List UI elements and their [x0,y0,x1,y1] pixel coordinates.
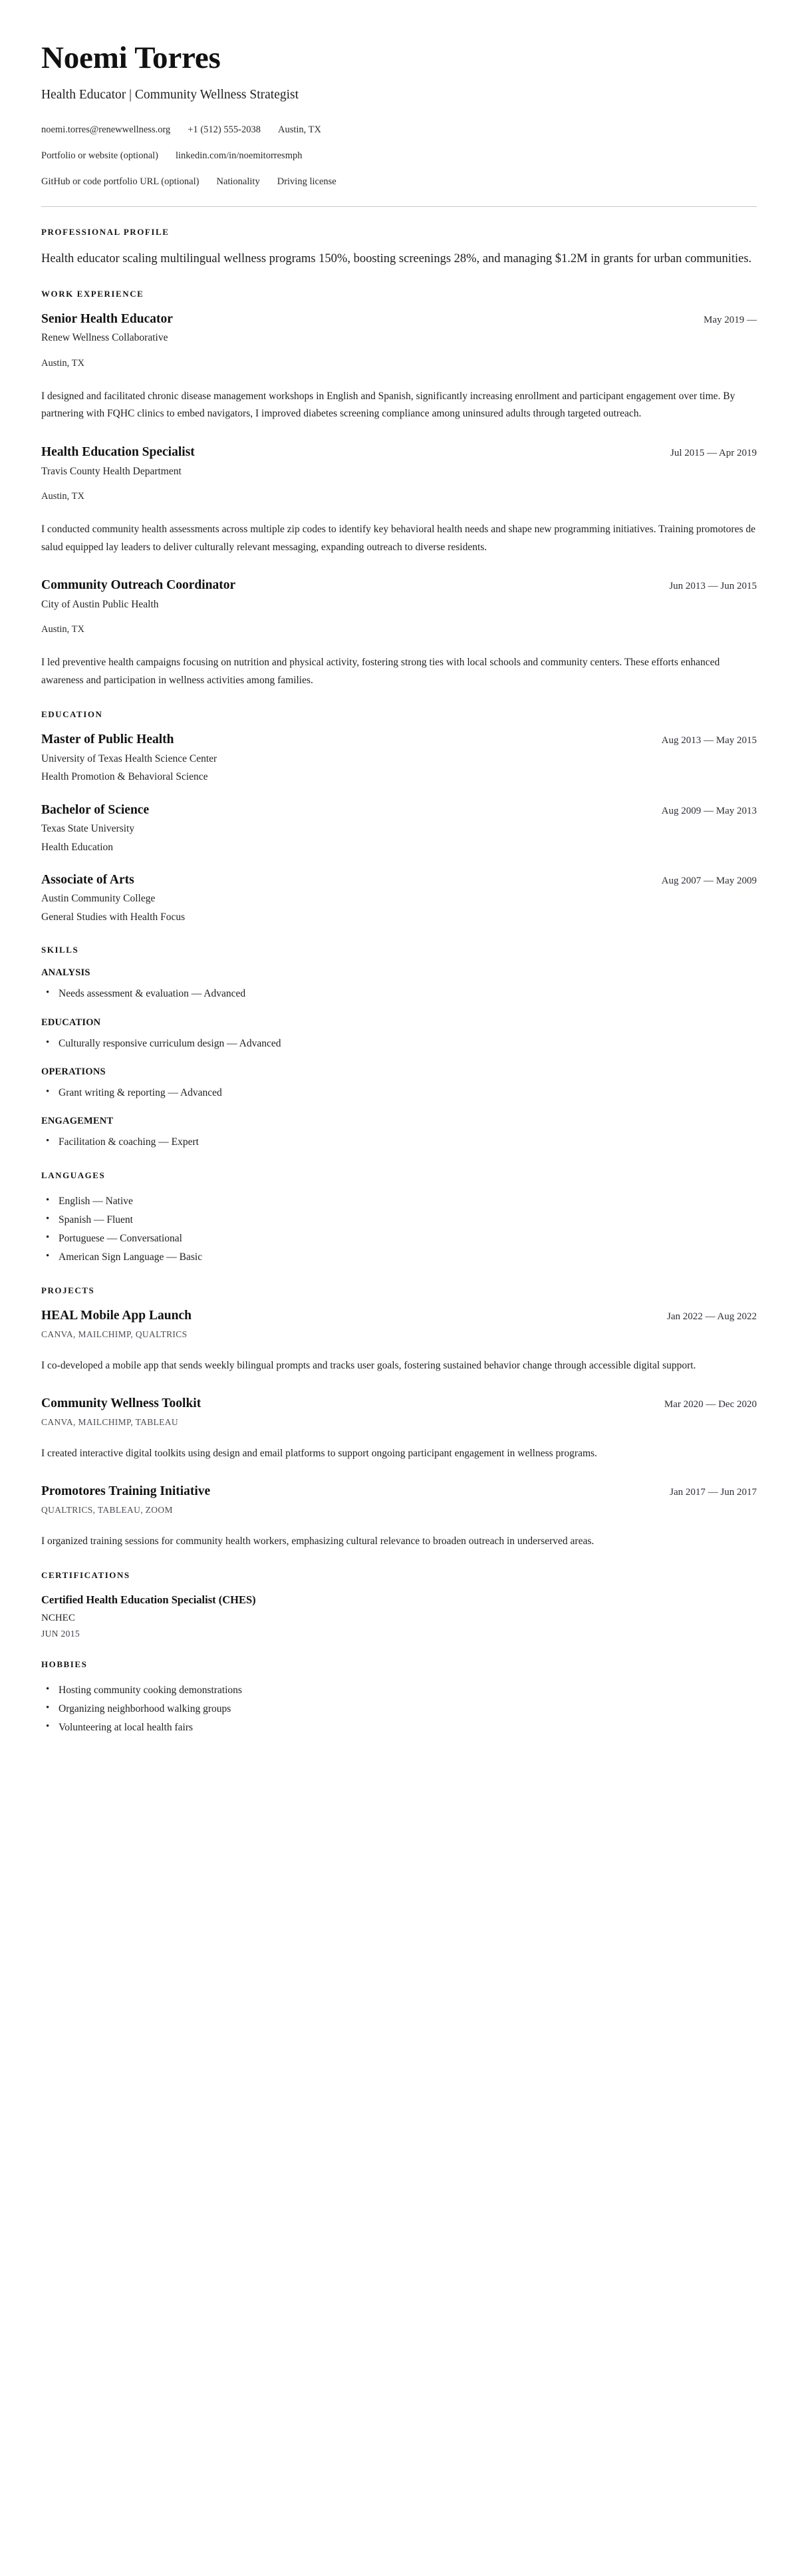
skill-list [41,985,757,1002]
skill-list [41,1134,757,1150]
contact-location: Austin, TX [277,124,321,136]
contact-email[interactable]: noemi.torres@renewwellness.org [41,124,171,136]
contact-linkedin[interactable]: linkedin.com/in/noemitorresmph [175,150,303,161]
work-location: Austin, TX [41,490,84,502]
project-entry-head [41,1308,757,1324]
work-company: Travis County Health Department [41,465,182,477]
section-languages [41,1170,757,1265]
project-entry [41,1484,757,1550]
work-location: Austin, TX [41,357,84,369]
work-description: I led preventive health campaigns focusing on nutrition and physical activity, fostering strong ties with local schools and community centers. These efforts enhanced awareness and participation in wellness activities among families. [41,657,720,686]
section-work-experience [41,289,757,690]
education-entry [41,732,757,784]
section-title-skills: SKILLS [41,945,79,955]
language-item: • American Sign Language — Basic [41,1249,757,1265]
work-entry [41,577,757,689]
contact-portfolio-placeholder[interactable]: Portfolio or website (optional) [41,150,158,161]
project-tech-stack: CANVA, MAILCHIMP, TABLEAU [41,1416,178,1427]
work-entry-head [41,311,757,327]
section-title-projects: PROJECTS [41,1285,95,1296]
skill-item: • Needs assessment & evaluation — Advanced [41,985,757,1002]
education-field: General Studies with Health Focus [41,911,186,923]
hobby-item: • Hosting community cooking demonstrations [41,1682,757,1698]
education-field: Health Education [41,841,114,853]
education-entry-head [41,802,757,818]
skill-group [41,1017,757,1052]
education-degree: Associate of Arts [41,873,134,887]
resume-header [41,41,757,189]
skill-group [41,1066,757,1101]
certification-entry [41,1593,757,1639]
work-entry-head [41,577,757,593]
skill-group-title: ENGAGEMENT [41,1115,114,1126]
section-title-education: EDUCATION [41,709,103,720]
project-entry [41,1396,757,1462]
work-location: Austin, TX [41,624,84,635]
section-professional-profile [41,227,757,269]
section-title-work: WORK EXPERIENCE [41,288,144,299]
work-company: Renew Wellness Collaborative [41,332,168,344]
contact-phone[interactable]: +1 (512) 555-2038 [188,124,261,136]
work-entry [41,444,757,556]
contact-line-optional [41,175,757,190]
work-date-range: Jun 2013 — Jun 2015 [669,581,757,592]
work-description: I conducted community health assessments across multiple zip codes to identify key behavioral health needs and shape new programming initiatives. Training promotores de salud equipped lay leaders to deliver culturally relevant messaging, expanding outreach to diverse residents. [41,523,755,553]
header-divider [41,206,757,207]
skill-group [41,967,757,1002]
project-entry-head [41,1484,757,1500]
education-entry [41,802,757,855]
project-title: Promotores Training Initiative [41,1484,211,1499]
contact-line-links [41,149,757,164]
section-title-profile: PROFESSIONAL PROFILE [41,227,170,238]
skill-item: • Culturally responsive curriculum design — Advanced [41,1035,757,1052]
language-list [41,1193,757,1265]
work-entry [41,311,757,423]
contact-github-placeholder[interactable]: GitHub or code portfolio URL (optional) [41,176,200,187]
skill-group-title: ANALYSIS [41,967,90,979]
section-education [41,709,757,925]
section-certifications [41,1570,757,1639]
work-company: City of Austin Public Health [41,598,159,610]
skill-item: • Facilitation & coaching — Expert [41,1134,757,1150]
education-institution: University of Texas Health Science Center [41,752,217,764]
project-description: I organized training sessions for community health workers, emphasizing cultural relevance to broaden outreach in underserved areas. [41,1535,595,1547]
certification-date: JUN 2015 [41,1628,80,1639]
education-degree: Bachelor of Science [41,802,150,817]
work-date-range: May 2019 — [704,314,757,325]
education-degree: Master of Public Health [41,732,174,747]
work-job-title: Community Outreach Coordinator [41,578,236,593]
work-description: I designed and facilitated chronic disease management workshops in English and Spanish, significantly increasing enrollment and participant engagement over time. By partnering with FQHC clinics to embed navigators, I improved diabetes screening compliance among uninsured adults through targeted outreach. [41,390,735,420]
education-date-range: Aug 2013 — May 2015 [661,735,757,746]
section-title-hobbies: HOBBIES [41,1659,88,1669]
contact-line-primary [41,123,757,138]
candidate-headline: Health Educator | Community Wellness Strategist [41,87,299,102]
language-item: • Spanish — Fluent [41,1211,757,1228]
project-date-range: Jan 2017 — Jun 2017 [670,1487,757,1498]
project-description: I created interactive digital toolkits using design and email platforms to support ongoing participant engagement in wellness programs. [41,1447,597,1459]
project-title: Community Wellness Toolkit [41,1396,201,1411]
project-entry [41,1308,757,1374]
section-projects [41,1285,757,1550]
section-title-languages: LANGUAGES [41,1170,106,1180]
education-field: Health Promotion & Behavioral Science [41,771,208,783]
skill-group-title: EDUCATION [41,1017,101,1028]
hobby-list [41,1682,757,1736]
hobby-item: • Organizing neighborhood walking groups [41,1700,757,1717]
work-job-title: Senior Health Educator [41,311,173,326]
section-title-certifications: CERTIFICATIONS [41,1570,130,1581]
project-description: I co-developed a mobile app that sends weekly bilingual prompts and tracks user goals, fostering sustained behavior change through accessible digital support. [41,1359,696,1371]
education-entry [41,872,757,925]
skill-list [41,1035,757,1052]
education-entry-head [41,872,757,888]
certification-issuer: NCHEC [41,1612,75,1623]
project-date-range: Jan 2022 — Aug 2022 [667,1311,757,1323]
language-item: • English — Native [41,1193,757,1209]
contact-nationality-placeholder[interactable]: Nationality [216,176,260,187]
hobby-item: • Volunteering at local health fairs [41,1719,757,1736]
education-entry-head [41,732,757,748]
work-entry-head [41,444,757,460]
contact-driving-license-placeholder[interactable]: Driving license [277,176,336,187]
project-tech-stack: CANVA, MAILCHIMP, QUALTRICS [41,1329,188,1339]
project-entry-head [41,1396,757,1412]
skill-group-title: OPERATIONS [41,1066,106,1077]
skill-item: • Grant writing & reporting — Advanced [41,1084,757,1101]
section-skills [41,945,757,1150]
education-institution: Austin Community College [41,893,156,905]
section-hobbies [41,1659,757,1736]
language-item: • Portuguese — Conversational [41,1230,757,1247]
education-institution: Texas State University [41,823,135,835]
work-date-range: Jul 2015 — Apr 2019 [670,448,757,459]
candidate-name: Noemi Torres [41,41,221,75]
project-tech-stack: QUALTRICS, TABLEAU, ZOOM [41,1504,173,1515]
project-title: HEAL Mobile App Launch [41,1309,192,1323]
education-date-range: Aug 2009 — May 2013 [661,805,757,816]
certification-name: Certified Health Education Specialist (CHES) [41,1593,256,1607]
education-date-range: Aug 2007 — May 2009 [661,876,757,887]
skill-group [41,1116,757,1150]
work-job-title: Health Education Specialist [41,445,195,460]
skill-list [41,1084,757,1101]
profile-summary-text: Health educator scaling multilingual wellness programs 150%, boosting screenings 28%, and managing $1.2M in grants for urban communities. [41,252,752,266]
project-date-range: Mar 2020 — Dec 2020 [664,1399,757,1410]
